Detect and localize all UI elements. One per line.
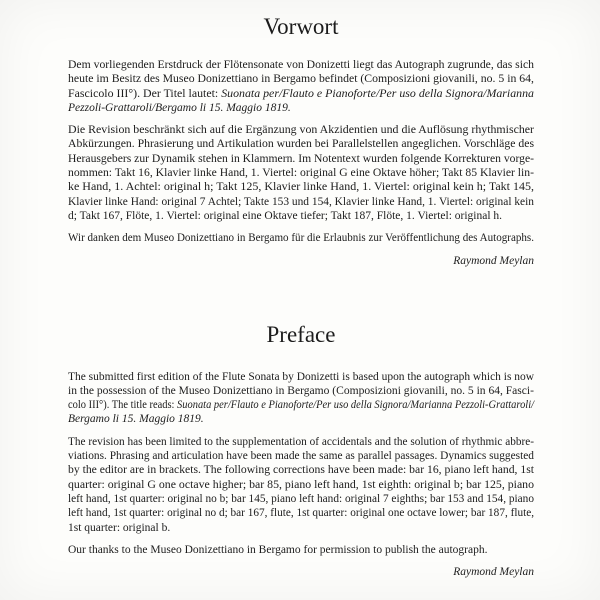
text-line [68, 478, 534, 492]
text-line-content [68, 101, 291, 115]
text-segment: Die Revision beschränkt sich auf die Ergänzung von Akzidentien und die Auflösung rhythmischer [68, 124, 535, 137]
text-line-content [68, 521, 170, 535]
text-line [68, 137, 534, 151]
text-line-content [68, 180, 534, 194]
text-line [68, 370, 534, 384]
text-line [68, 152, 534, 166]
text-line [68, 58, 534, 72]
vorwort-title: Vorwort [263, 14, 339, 39]
text-line [68, 521, 534, 535]
paragraph [68, 435, 534, 535]
text-segment: colo III°). The title reads: [68, 399, 178, 412]
text-line [68, 72, 534, 86]
text-line [68, 398, 534, 412]
text-line-content [68, 449, 534, 463]
text-line-content [68, 370, 534, 384]
text-segment: viations. Phrasing and articulation have been made the same as parallel passages. Dynamics suggested [68, 450, 535, 463]
section-preface [68, 320, 534, 580]
text-line-content [68, 463, 534, 477]
text-line-content [68, 231, 534, 245]
text-line [68, 195, 534, 209]
text-segment: Fascicolo III°). Der Titel lautet: [68, 87, 222, 100]
paragraph [68, 543, 534, 557]
text-line-content [68, 492, 534, 506]
text-line [68, 435, 534, 449]
text-line [68, 166, 534, 180]
text-line-content [68, 166, 534, 180]
text-segment: Our thanks to the Museo Donizettiano in Bergamo for permission to publish the autograph. [68, 543, 488, 556]
text-line-content [68, 72, 534, 86]
text-segment: ke Hand, 1. Achtel: original h; Takt 125, Klavier linke Hand, 1. Viertel: original kein h; Takt 145, [68, 181, 534, 194]
text-segment: left hand, 1st quarter: original no d; bar 167, flute, 1st quarter: original one octave lower; bar 187, flute, [68, 507, 535, 520]
text-segment: 1st quarter: original b. [68, 521, 171, 534]
text-line-content [68, 412, 204, 426]
text-line [68, 101, 534, 115]
text-segment: Herausgebers zur Dynamik stehen in Klammern. Im Notentext wurden folgende Korrekturen vorge- [68, 152, 534, 165]
text-line [68, 492, 534, 506]
preface-signature: Raymond Meylan [453, 566, 534, 579]
text-line-content [68, 209, 502, 223]
text-line [68, 87, 534, 101]
text-line-content [68, 543, 487, 557]
text-segment: nommen: Takt 16, Klavier linke Hand, 1. Viertel: original G eine Oktave höher; Takt 85 Klavier lin- [68, 167, 534, 180]
text-segment: by the editor are in brackets. The following corrections have been made: bar 16, piano left hand, 1st [68, 464, 535, 477]
text-line-content [68, 478, 534, 492]
text-line [68, 180, 534, 194]
text-segment: The revision has been limited to the supplementation of accidentals and the solution of rhythmic abbre- [68, 435, 535, 448]
italic-text-segment: Pezzoli-Grattaroli/Bergamo li 15. Maggio 1819. [68, 101, 291, 114]
text-line-content [68, 384, 534, 398]
text-segment: The submitted first edition of the Flute Sonata by Donizetti is based upon the autograph which is now [68, 370, 534, 383]
text-line [68, 449, 534, 463]
text-line-content [68, 58, 534, 72]
paragraph [68, 370, 534, 427]
text-segment: heute im Besitz des Museo Donizettiano in Bergamo befindet (Composizioni giovanili, no. 5 in 64, [68, 73, 534, 86]
text-line-content [68, 123, 534, 137]
text-segment: in the possession of the Museo Donizettiano in Bergamo (Composizioni giovanili, no. 5 in 64, Fasci- [68, 384, 534, 397]
section-vorwort [68, 12, 534, 268]
preface-title: Preface [266, 321, 336, 347]
text-line [68, 506, 534, 520]
text-segment: Wir danken dem Museo Donizettiano in Bergamo für die Erlaubnis zur Veröffentlichung des Autographs. [68, 232, 534, 245]
text-line [68, 543, 534, 557]
paragraph [68, 231, 534, 245]
text-segment: quarter: original G one octave higher; bar 85, piano left hand, 1st eighth: original b; bar 125, piano [68, 478, 535, 491]
text-line [68, 463, 534, 477]
vorwort-paragraphs [68, 58, 534, 246]
text-line [68, 384, 534, 398]
text-segment: d; Takt 167, Flöte, 1. Viertel: original eine Oktave tiefer; Takt 187, Flöte, 1. Viertel: original h. [68, 209, 503, 222]
text-line [68, 209, 534, 223]
text-line-content [68, 152, 534, 166]
italic-text-segment: Suonata per/Flauto e Pianoforte/Per uso della Signora/Marianna Pezzoli-Grattaroli/ [177, 399, 535, 412]
vorwort-signature: Raymond Meylan [453, 254, 534, 267]
text-segment: Dem vorliegenden Erstdruck der Flötensonate von Donizetti liegt das Autograph zugrunde, das sich [68, 59, 535, 71]
text-line-content [68, 435, 534, 449]
preface-paragraphs [68, 370, 534, 558]
text-line-content [68, 506, 534, 520]
text-line [68, 412, 534, 426]
text-segment: left hand, 1st quarter: original no b; bar 145, piano left hand: original 7 eighths; bar 153 and 154, piano [68, 492, 534, 505]
text-line [68, 231, 534, 245]
text-segment: Klavier linke Hand: original 7 Achtel; Takte 153 und 154, Klavier linke Hand, 1. Viertel: original kein [68, 195, 534, 208]
paragraph [68, 58, 534, 115]
text-line [68, 123, 534, 137]
text-line-content [68, 87, 534, 101]
italic-text-segment: Suonata per/Flauto e Pianoforte/Per uso della Signora/Marianna [221, 87, 534, 100]
text-segment: Abkürzungen. Phrasierung und Artikulation wurden bei Parallelstellen angeglichen. Vorschläge des [68, 138, 535, 151]
text-line-content [68, 195, 534, 209]
text-line-content [68, 398, 534, 412]
italic-text-segment: Bergamo li 15. Maggio 1819. [68, 413, 204, 426]
paragraph [68, 123, 534, 223]
text-line-content [68, 137, 534, 151]
